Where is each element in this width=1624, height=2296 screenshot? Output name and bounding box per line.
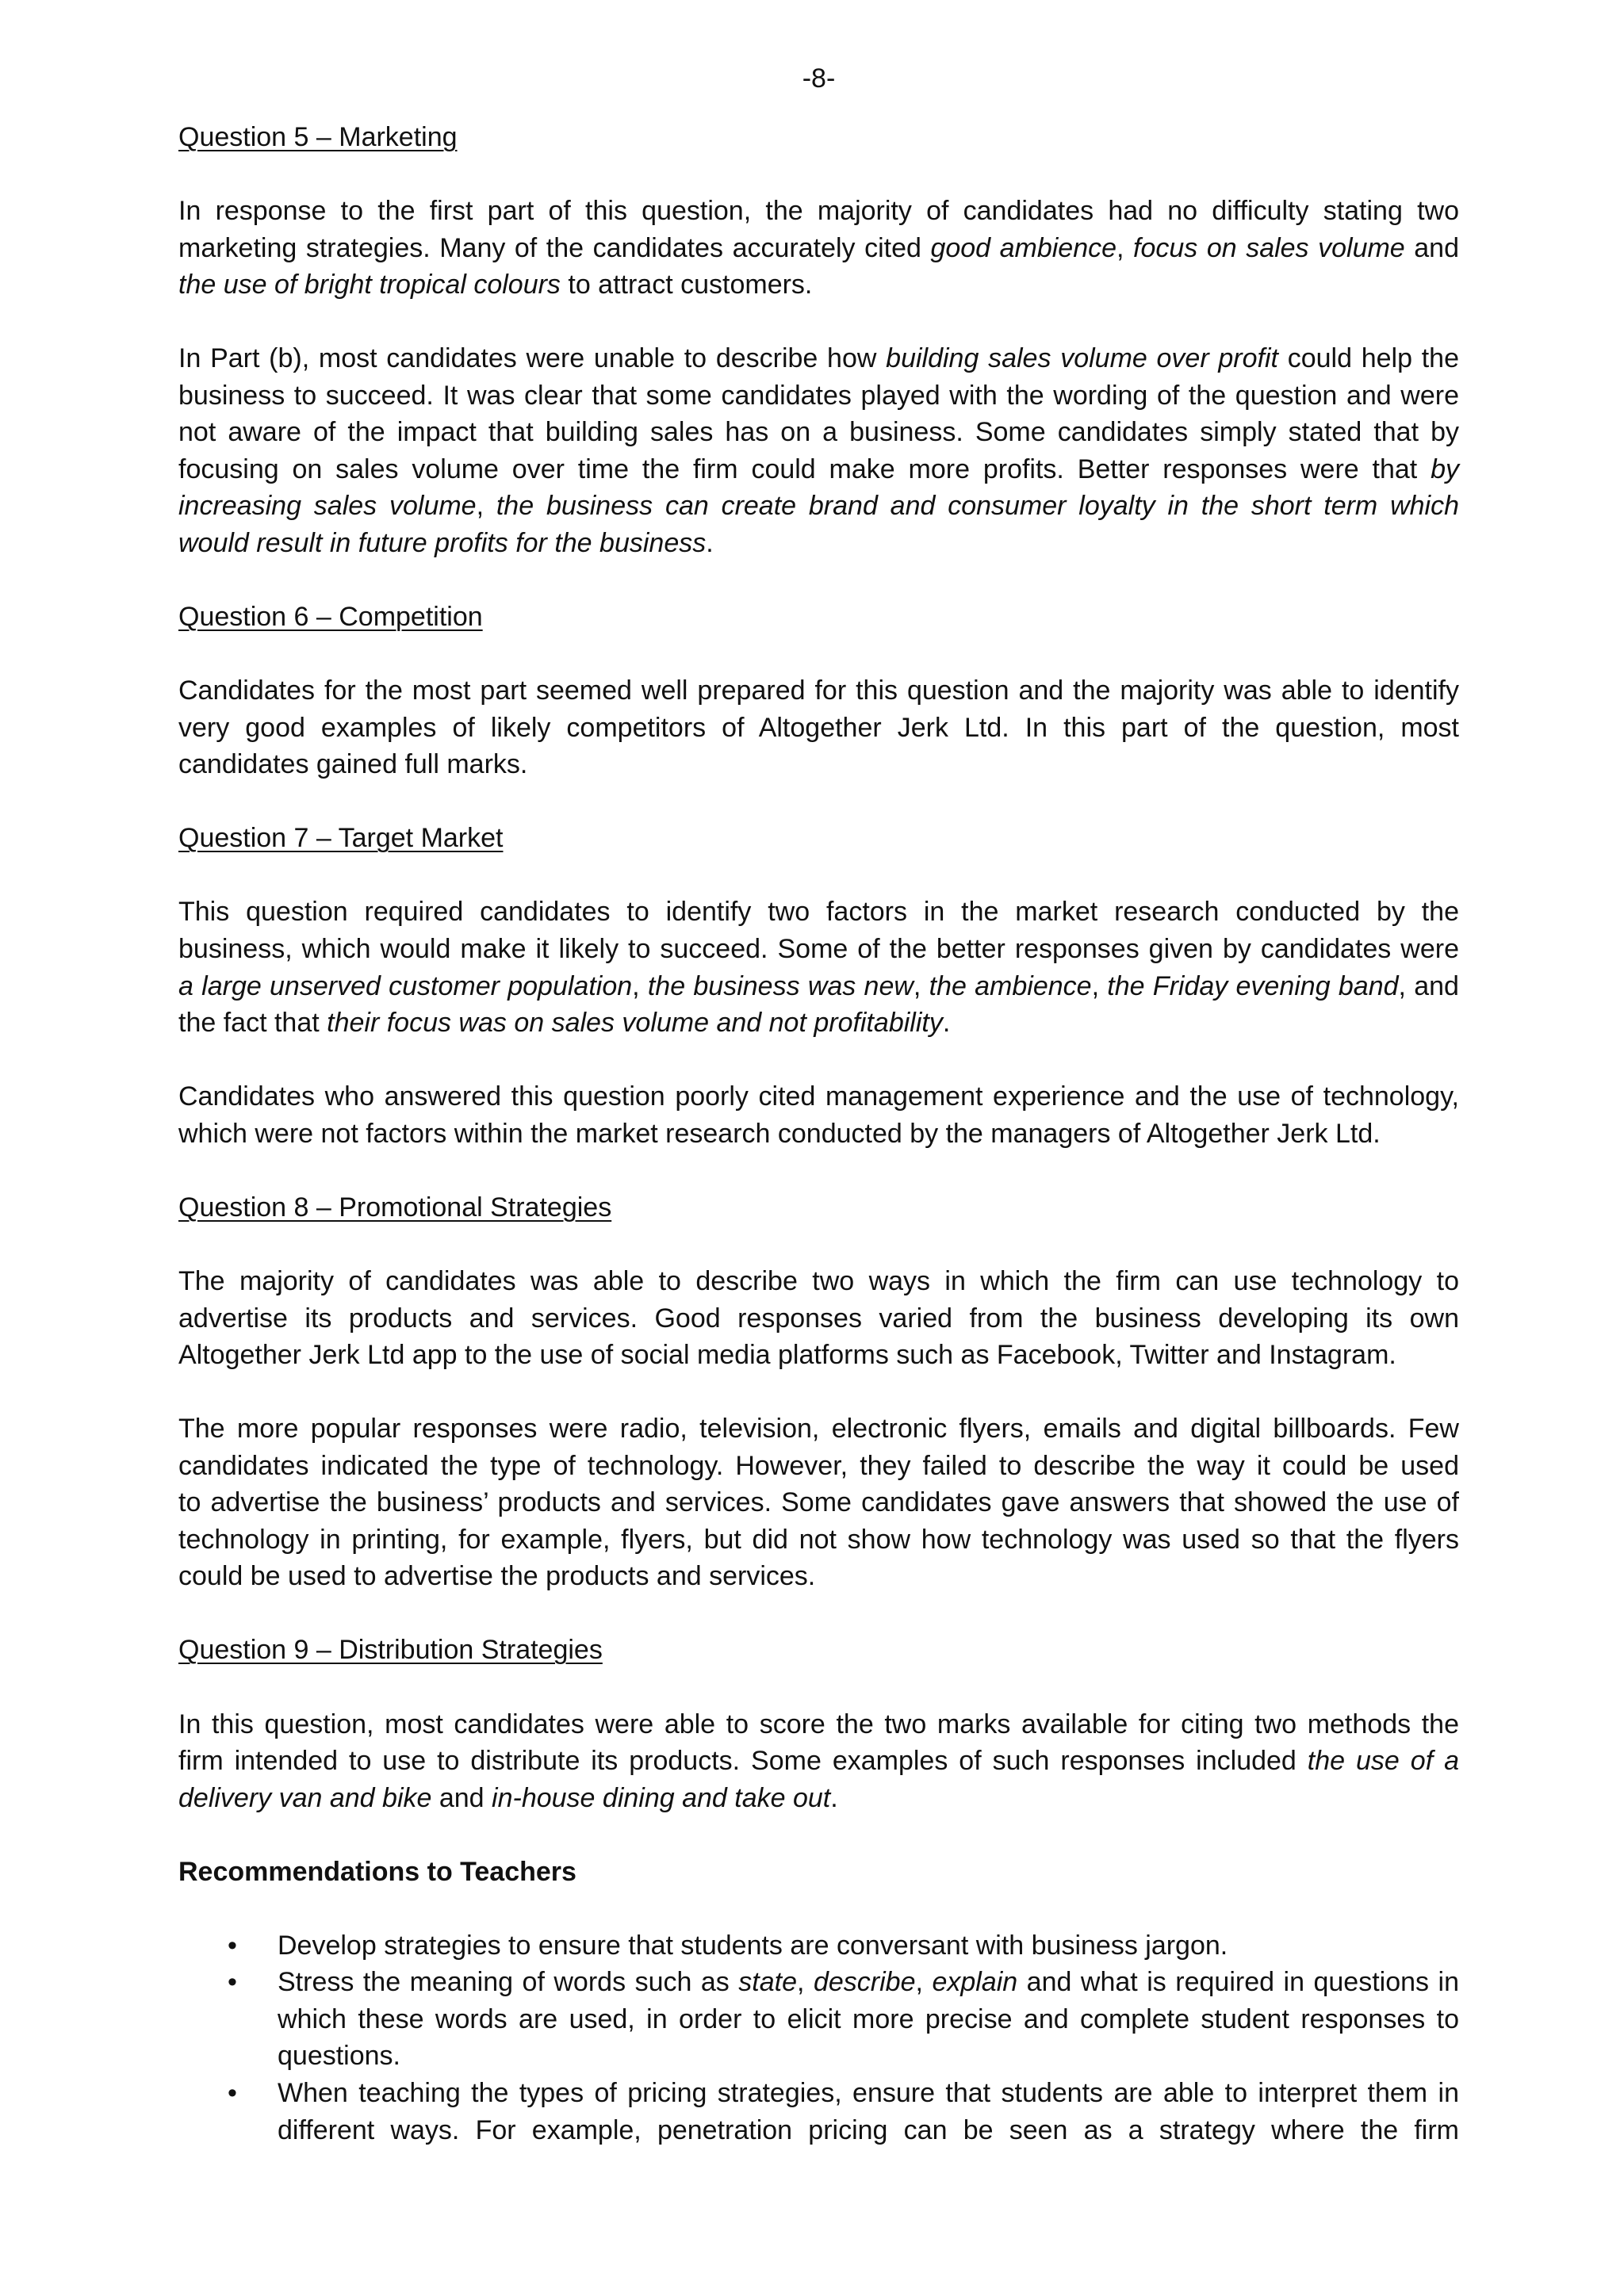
emphasized-text: increasing sales volume [178, 491, 477, 522]
text-run: to attract customers. [560, 270, 813, 300]
text-run: , and [1398, 970, 1459, 1001]
emphasized-text: building sales volume over profit [886, 343, 1278, 374]
paragraph [178, 340, 1459, 561]
section-heading: Question 8 – Promotional Strategies [178, 1192, 612, 1223]
text-run: advertise its products and services. Good responses varied from the business developing its own [178, 1303, 1459, 1334]
text-line [178, 340, 1459, 377]
text-line [178, 1263, 1459, 1300]
emphasized-text: the ambience [929, 970, 1092, 1001]
emphasized-text: a large unserved customer population [178, 970, 633, 1001]
text-run: When teaching the types of pricing strategies, ensure that students are able to interpret them in [278, 2077, 1459, 2108]
text-run: firm intended to use to distribute its products. Some examples of such responses included [178, 1746, 1308, 1777]
text-run: . [830, 1782, 838, 1813]
text-run: could be used to advertise the products and services. [178, 1561, 816, 1592]
list-item [178, 1927, 1459, 1965]
text-line [178, 1706, 1459, 1743]
bullet-icon [228, 1927, 237, 1965]
text-line [178, 1448, 1459, 1485]
section-heading: Question 5 – Marketing [178, 122, 458, 152]
emphasized-text: by [1431, 453, 1459, 484]
text-line [178, 193, 1459, 230]
emphasized-text: describe [813, 1967, 916, 1998]
text-line [178, 230, 1459, 267]
text-run: , [632, 970, 648, 1001]
recommendations-heading: Recommendations to Teachers [178, 1856, 576, 1887]
emphasized-text: their focus was on sales volume and not profitability [327, 1008, 943, 1039]
emphasized-text: the Friday evening band [1107, 970, 1399, 1001]
text-run: very good examples of likely competitors of Altogether Jerk Ltd. In this part of the question, most [178, 712, 1459, 743]
list-item-text [278, 1927, 1459, 1965]
emphasized-text: delivery van and bike [178, 1782, 432, 1813]
emphasized-text: in-house dining and take out [492, 1782, 831, 1813]
text-run: In this question, most candidates were able to score the two marks available for citing two methods the [178, 1709, 1459, 1739]
text-line [178, 488, 1459, 525]
text-line [178, 1337, 1459, 1374]
text-run: Altogether Jerk Ltd app to the use of social media platforms such as Facebook, Twitter and Instagram. [178, 1340, 1396, 1371]
text-run: different ways. For example, penetration pricing can be seen as a strategy where the firm [278, 2114, 1459, 2145]
text-line [178, 1078, 1459, 1115]
emphasized-text: focus on sales volume [1133, 232, 1405, 263]
list-item [178, 1964, 1459, 2075]
text-line [178, 746, 1459, 783]
list-item-text [278, 1964, 1459, 2075]
text-run: , [476, 491, 496, 522]
text-line [178, 451, 1459, 488]
text-run: . [706, 528, 714, 559]
text-run: , [797, 1967, 814, 1998]
text-line [178, 525, 1459, 562]
text-line [178, 1004, 1459, 1042]
text-run: to advertise the business’ products and services. Some candidates gave answers that showed the use of [178, 1487, 1459, 1518]
text-run: In Part (b), most candidates were unable to describe how [178, 343, 887, 374]
text-line [178, 672, 1459, 710]
text-run: , [913, 970, 929, 1001]
text-run: the fact that [178, 1008, 327, 1039]
recommendations-list [178, 1927, 1459, 2149]
text-run: In response to the first part of this question, the majority of candidates had no difficulty stating two [178, 196, 1459, 227]
text-line [278, 2001, 1459, 2038]
text-run: Candidates for the most part seemed well prepared for this question and the majority was able to identify [178, 675, 1459, 706]
bullet-icon [228, 1964, 237, 2001]
paragraph [178, 1706, 1459, 1817]
text-run: , [1116, 232, 1134, 263]
text-run: and [431, 1782, 492, 1813]
text-run: candidates indicated the type of technology. However, they failed to describe the way it could be used [178, 1450, 1459, 1481]
paragraph [178, 1410, 1459, 1595]
emphasized-text: the business was new [647, 970, 914, 1001]
emphasized-text: the business can create brand and consumer loyalty in the short term which [496, 491, 1459, 522]
document-body [178, 119, 1459, 2149]
bullet-icon [228, 2075, 237, 2112]
paragraph [178, 672, 1459, 783]
section-heading: Question 6 – Competition [178, 602, 483, 633]
text-run: which were not factors within the market research conducted by the managers of Altogether Jerk Ltd. [178, 1118, 1381, 1149]
text-line [178, 1484, 1459, 1521]
text-run: The majority of candidates was able to describe two ways in which the firm can use technology to [178, 1265, 1459, 1296]
text-run: and [1404, 232, 1459, 263]
text-line [278, 2038, 1459, 2075]
text-run: candidates gained full marks. [178, 749, 528, 780]
emphasized-text: the use of a [1307, 1746, 1460, 1777]
paragraph [178, 1078, 1459, 1152]
paragraph [178, 894, 1459, 1041]
text-run: . [942, 1008, 951, 1039]
text-line [178, 1521, 1459, 1559]
text-line [178, 894, 1459, 931]
text-run: which these words are used, in order to elicit more precise and complete student responses to [278, 2003, 1459, 2034]
text-line [178, 968, 1459, 1005]
emphasized-text: explain [932, 1967, 1018, 1998]
text-line [278, 2075, 1459, 2112]
text-line [278, 1964, 1459, 2001]
text-run: The more popular responses were radio, television, electronic flyers, emails and digital billboards. Few [178, 1414, 1459, 1445]
paragraph [178, 1263, 1459, 1374]
text-line [178, 710, 1459, 747]
page-number: -8- [802, 63, 836, 94]
text-run: and what is required in questions in [1017, 1967, 1459, 1998]
emphasized-text: state [738, 1967, 798, 1998]
text-line [278, 1927, 1459, 1965]
text-line [178, 414, 1459, 451]
list-item [178, 2075, 1459, 2149]
list-item-text [278, 2075, 1459, 2149]
text-run: not aware of the impact that building sales has on a business. Some candidates simply stated that by [178, 417, 1459, 448]
section-heading: Question 9 – Distribution Strategies [178, 1635, 603, 1666]
text-run: , [1091, 970, 1108, 1001]
text-line [278, 2112, 1459, 2149]
text-line [178, 1410, 1459, 1448]
section-heading: Question 7 – Target Market [178, 823, 504, 854]
text-line [178, 1115, 1459, 1153]
text-run: questions. [278, 2041, 400, 2072]
text-line [178, 377, 1459, 415]
text-run: business to succeed. It was clear that some candidates played with the wording of the question and were [178, 380, 1459, 411]
emphasized-text: would result in future profits for the business [178, 528, 707, 559]
text-line [178, 931, 1459, 968]
text-run: Candidates who answered this question poorly cited management experience and the use of technology, [178, 1081, 1459, 1112]
text-run: Develop strategies to ensure that students are conversant with business jargon. [278, 1930, 1228, 1961]
paragraph [178, 193, 1459, 304]
text-run: technology in printing, for example, flyers, but did not show how technology was used so that the flyers [178, 1524, 1459, 1555]
text-line [178, 266, 1459, 304]
text-run: could help the [1277, 343, 1459, 374]
text-line [178, 1743, 1459, 1780]
text-run: focusing on sales volume over time the firm could make more profits. Better responses were that [178, 453, 1431, 484]
text-run: , [915, 1967, 933, 1998]
text-run: business, which would make it likely to succeed. Some of the better responses given by candidates were [178, 934, 1459, 965]
emphasized-text: the use of bright tropical colours [178, 270, 561, 300]
text-line [178, 1558, 1459, 1595]
text-line [178, 1300, 1459, 1337]
text-run: This question required candidates to identify two factors in the market research conducted by the [178, 897, 1459, 928]
text-run: Stress the meaning of words such as [278, 1967, 739, 1998]
emphasized-text: good ambience [930, 232, 1117, 263]
text-run: marketing strategies. Many of the candidates accurately cited [178, 232, 931, 263]
text-line [178, 1780, 1459, 1817]
